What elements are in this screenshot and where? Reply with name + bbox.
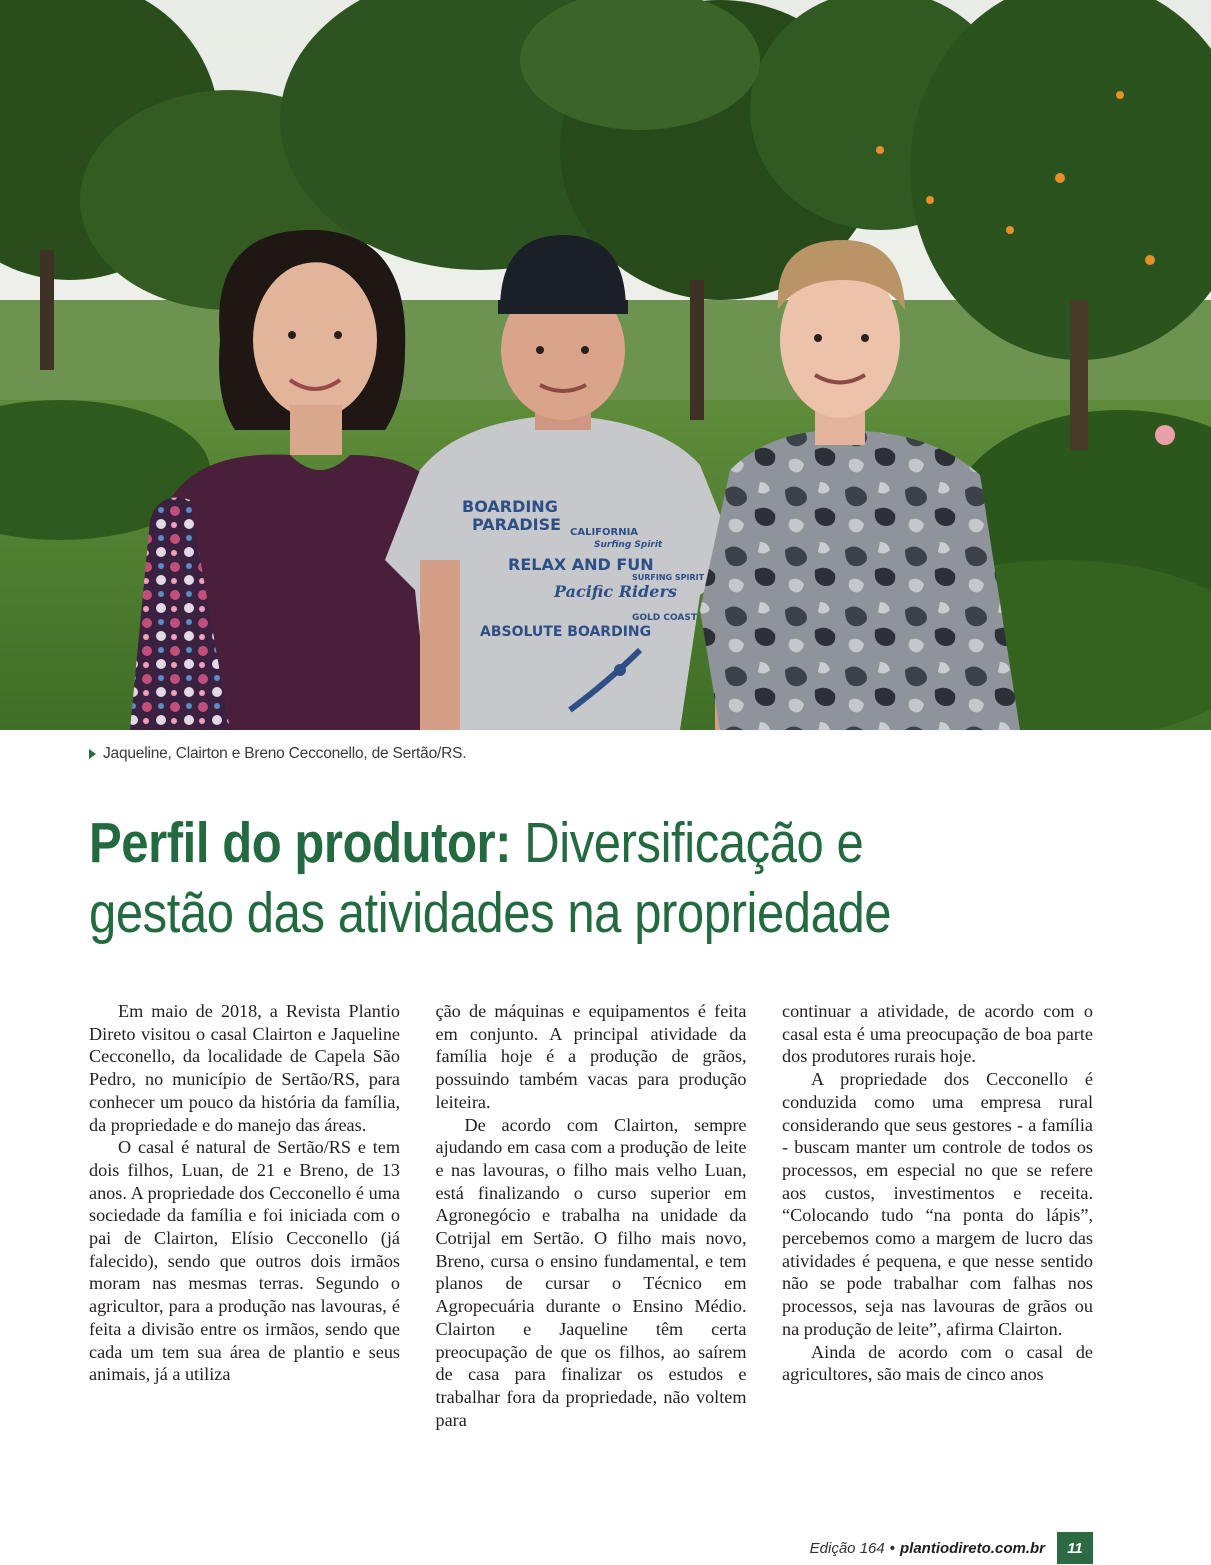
shirt-text-1: BOARDING bbox=[462, 497, 558, 516]
footer-separator: • bbox=[889, 1539, 895, 1557]
shirt-text-9: ABSOLUTE BOARDING bbox=[480, 624, 652, 640]
article-headline bbox=[89, 808, 983, 948]
edition-label: Edição 164 bbox=[809, 1539, 885, 1557]
article-column-1 bbox=[89, 1000, 400, 1440]
family-photo bbox=[0, 0, 1211, 730]
page-number-badge: 11 bbox=[1057, 1532, 1093, 1564]
shirt-text-4: Surfing Spirit bbox=[594, 540, 663, 550]
shirt-text-6: SURFING SPIRIT bbox=[632, 573, 705, 582]
article-body bbox=[89, 1000, 1093, 1440]
paragraph: ção de máquinas e equipamentos é feita em conjunto. A principal atividade da família hoje é a produção de grãos, possuindo também vacas para produção leiteira. bbox=[435, 1001, 747, 1112]
shirt-text-3: CALIFORNIA bbox=[570, 527, 639, 538]
paragraph: O casal é natural de Sertão/RS e tem dois filhos, Luan, de 21 e Breno, de 13 anos. A propriedade dos Cecconello é uma sociedade da família e foi iniciada com o pai de Clairton, Elísio Cecconello (já falecido), sendo que outros dois irmãos moram nas mesmas terras. Segundo o agricultor, para a produção nas lavouras, é feita a divisão entre os irmãos, sendo que cada um tem sua área de plantio e seus animais, já a utiliza bbox=[89, 1137, 400, 1385]
headline-bold-part: Perfil do produtor: bbox=[89, 811, 512, 875]
website-link[interactable]: plantiodireto.com.br bbox=[899, 1539, 1045, 1557]
paragraph: Ainda de acordo com o casal de agricultores, são mais de cinco anos bbox=[782, 1341, 1093, 1385]
shirt-text-7: Pacific Riders bbox=[554, 582, 677, 601]
caption-arrow-icon bbox=[89, 749, 96, 759]
page-footer bbox=[680, 1532, 1093, 1564]
headline-light-part-2: gestão das atividades na propriedade bbox=[89, 881, 892, 945]
shirt-text-5: RELAX AND FUN bbox=[508, 555, 654, 574]
article-column-3 bbox=[782, 1000, 1093, 1440]
shirt-text-8: GOLD COAST bbox=[632, 613, 697, 623]
headline-light-part-1: Diversificação e bbox=[511, 811, 864, 875]
caption-text: Jaqueline, Clairton e Breno Cecconello, de Sertão/RS. bbox=[103, 745, 467, 762]
article-column-2 bbox=[436, 1000, 747, 1440]
paragraph: continuar a atividade, de acordo com o casal esta é uma preocupação de boa parte dos produtores rurais hoje. bbox=[782, 1001, 1093, 1067]
paragraph: A propriedade dos Cecconello é conduzida como uma empresa rural considerando que seus gestores - a família - buscam manter um controle de todos os processos, em especial no que se refere aos custos, investimentos e receita. “Colocando tudo “na ponta do lápis”, percebemos como a margem de lucro das atividades é pequena, e que nesse sentido não se pode trabalhar com falhas nos processos, seja nas lavouras de grãos ou na produção de leite”, afirma Clairton. bbox=[782, 1069, 1093, 1339]
photo-caption bbox=[89, 742, 466, 766]
shirt-text-2: PARADISE bbox=[472, 515, 562, 534]
family-portrait-illustration bbox=[0, 0, 1211, 730]
paragraph: De acordo com Clairton, sempre ajudando em casa com a produção de leite e nas lavouras, o filho mais velho Luan, está finalizando o curso superior em Agronegócio e trabalha na unidade da Cotrijal em Sertão. O filho mais novo, Breno, cursa o ensino fundamental, e tem planos de cursar o Técnico em Agropecuária durante o Ensino Médio. Clairton e Jaqueline têm certa preocupação de que os filhos, ao saírem de casa para finalizar os estudos e trabalhar fora da propriedade, não voltem para bbox=[435, 1114, 747, 1430]
paragraph: Em maio de 2018, a Revista Plantio Direto visitou o casal Clairton e Jaqueline Cecconello, da localidade de Capela São Pedro, no município de Sertão/RS, para conhecer um pouco da história da família, da propriedade e do manejo das áreas. bbox=[89, 1001, 400, 1135]
